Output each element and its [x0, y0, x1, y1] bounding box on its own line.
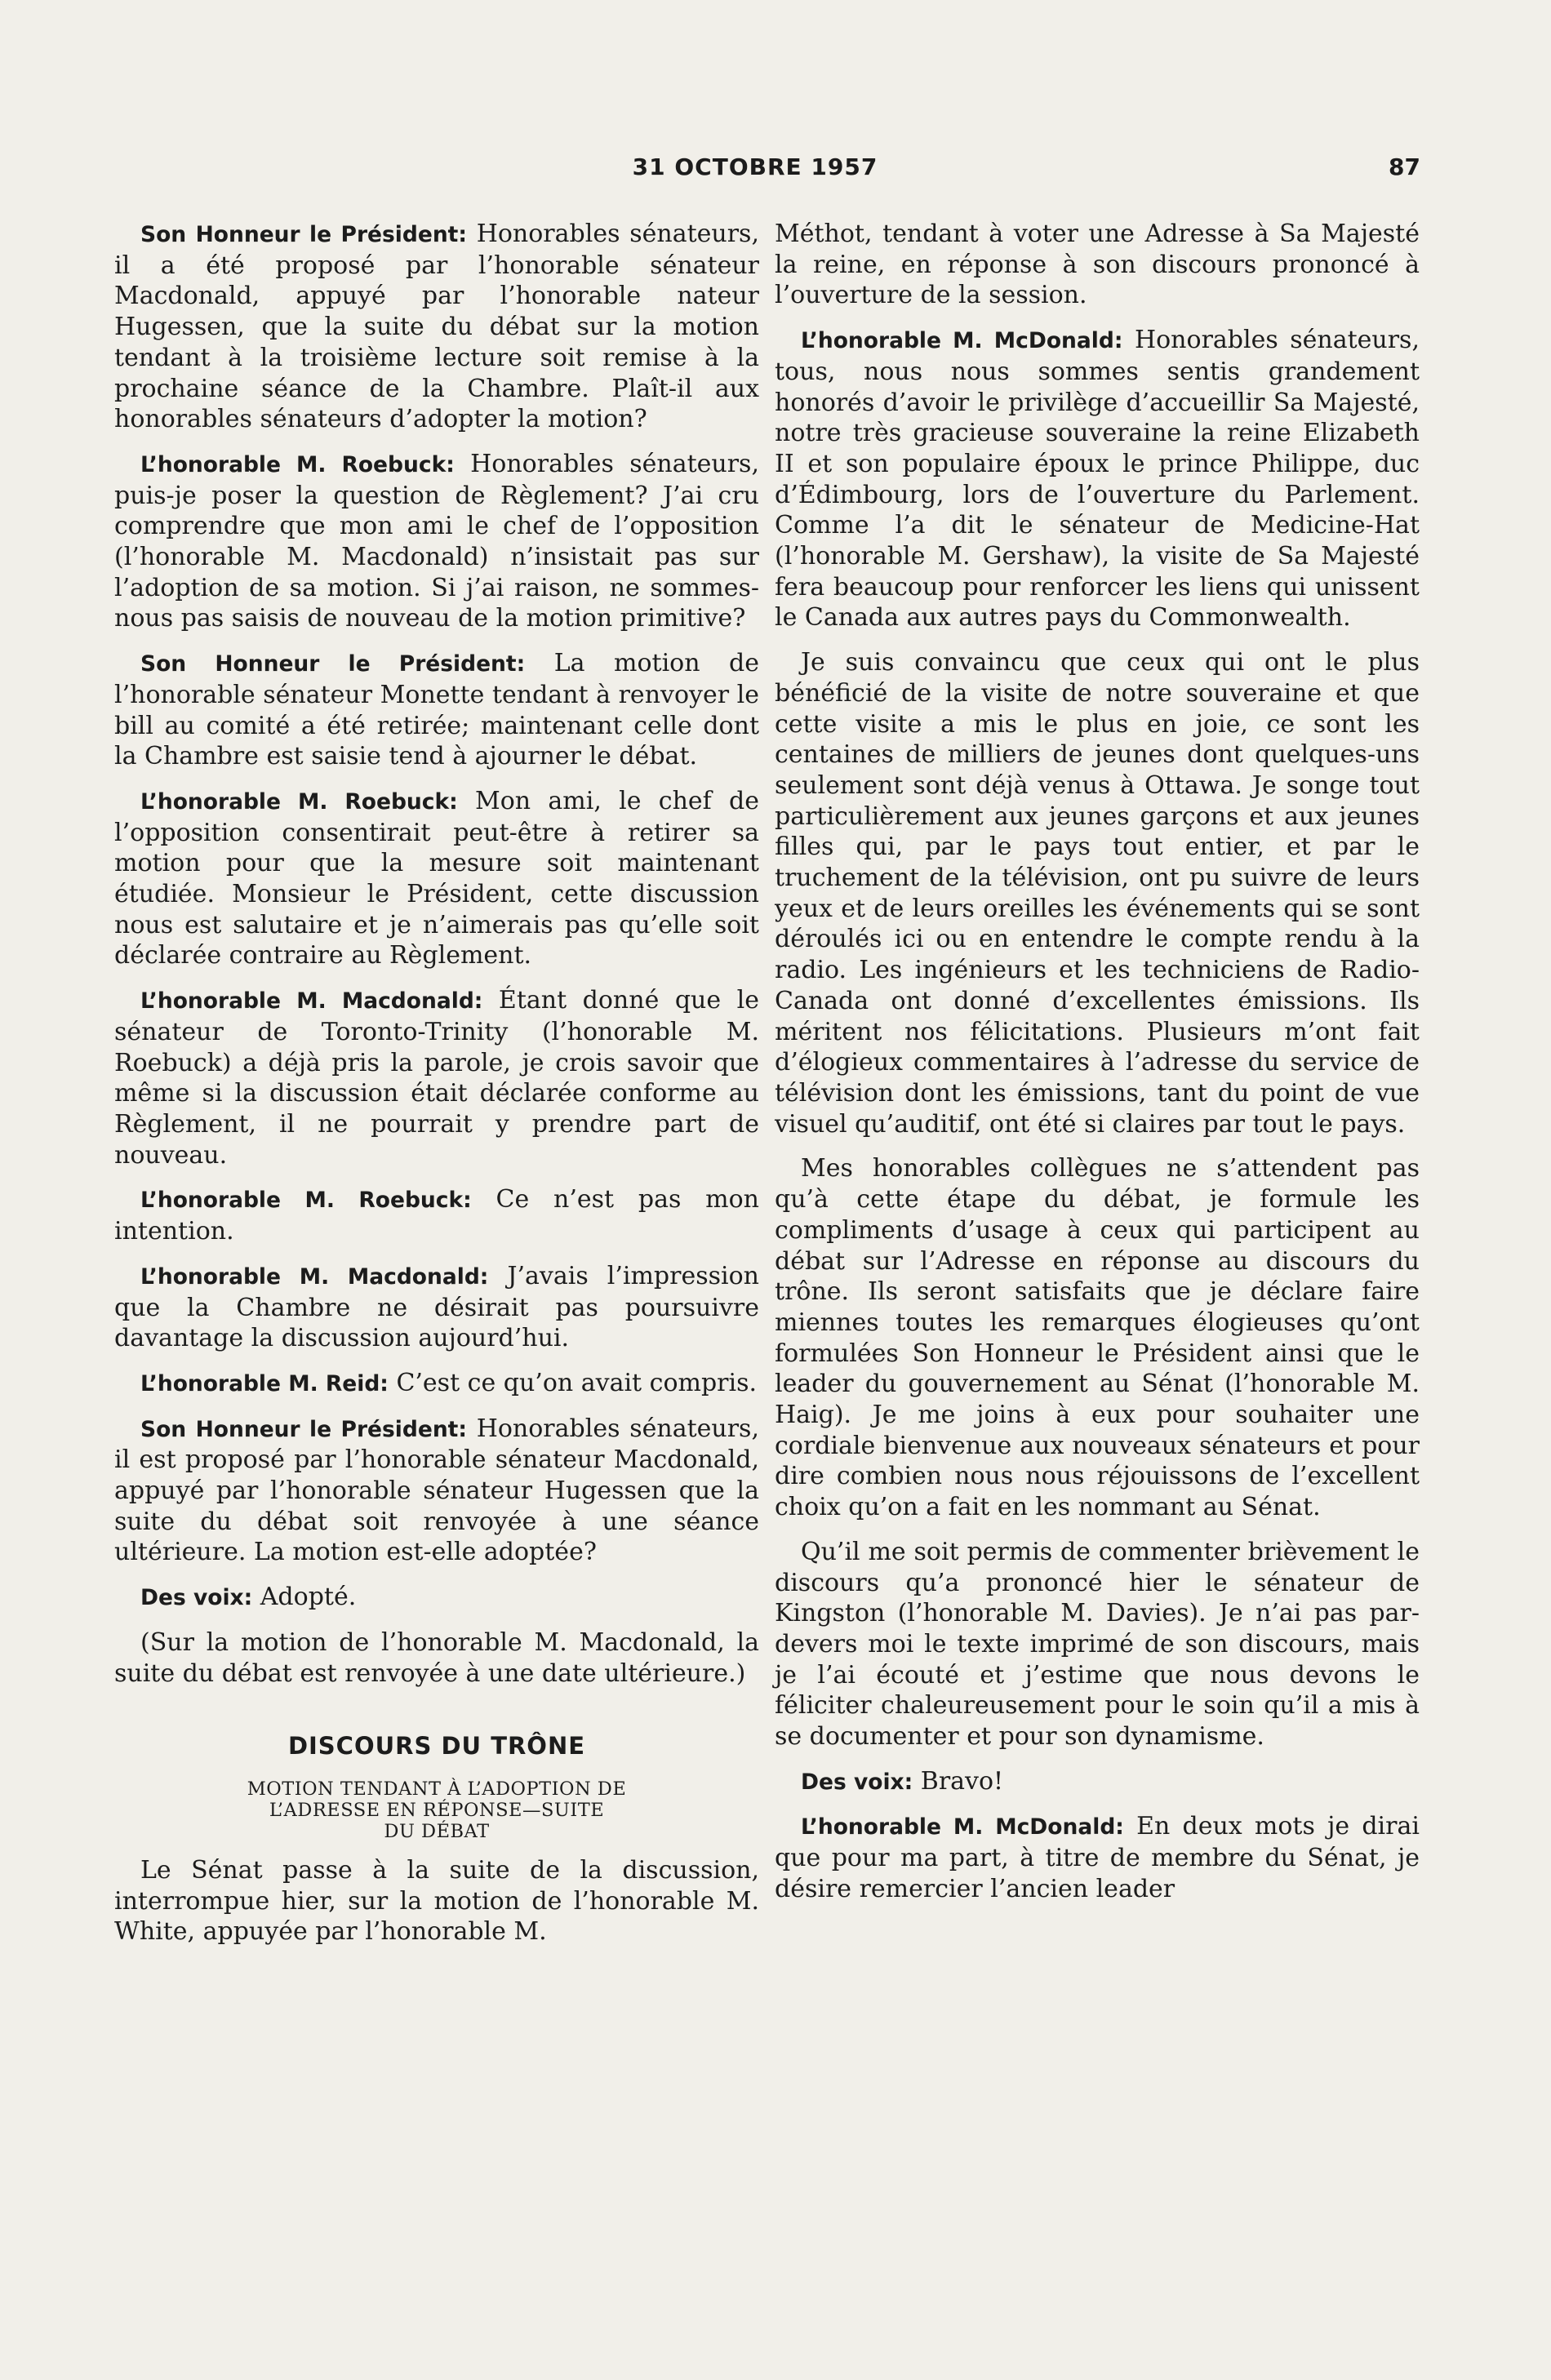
subheading-line: DU DÉBAT — [384, 1820, 490, 1842]
speaker-label: L’honorable M. Roebuck: — [140, 788, 458, 815]
paragraph-text: Honorables sénateurs, puis-je poser la question de Règlement? J’ai cru comprendre que mon ami le chef de l’opposition (l’honorable M. Macdonald) n’insistait pas sur l’adoption de sa motion. Si j’ai raison, ne sommes-nous pas saisis de nouveau de la motion primitive? — [114, 449, 759, 633]
paragraph-text: Honorables sénateurs, il est proposé par l’honorable sénateur Macdonald, appuyé par l’honorable sénateur Hugessen que la suite du débat soit renvoyée à une séance ultérieure. La motion est-elle adoptée? — [114, 1414, 759, 1567]
paragraph — [114, 1261, 759, 1354]
paragraph — [114, 1414, 759, 1569]
paragraph — [775, 219, 1420, 311]
speaker-label: Son Honneur le Président: — [140, 1416, 467, 1442]
speaker-label: L’honorable M. McDonald: — [801, 1814, 1124, 1841]
speaker-label: Son Honneur le Président: — [140, 222, 467, 247]
paragraph — [114, 1184, 759, 1246]
speaker-label: L’honorable M. Roebuck: — [140, 451, 455, 477]
paragraph-text: Qu’il me soit permis de commenter brièvement le discours qu’a prononcé hier le sénateur de Kingston (l’honorable M. Davies). Je n’ai pas par-devers moi le texte imprimé de son discours, mais je l’ai écouté et j’estime que nous devons le féliciter chaleureusement pour le soin qu’il a mis à se documenter et pour son dynamisme. — [775, 1537, 1420, 1752]
paragraph — [775, 1537, 1420, 1752]
paragraph-text: Ce n’est pas mon intention. — [114, 1185, 759, 1246]
paragraph-text: (Sur la motion de l’honorable M. Macdonald, la suite du débat est renvoyée à une date ultérieure.) — [114, 1627, 759, 1688]
paragraph — [114, 449, 759, 634]
paragraph-text: Honorables sénateurs, il a été proposé par l’honorable sénateur Macdonald, appuyé par l’honorable nateur Hugessen, que la suite du débat sur la motion tendant à la troisième lecture soit remise à la prochaine séance de la Chambre. Plaît-il aux honorables sénateurs d’adopter la motion? — [114, 220, 759, 434]
paragraph — [775, 1766, 1420, 1798]
paragraph — [114, 1582, 759, 1614]
page-number: 87 — [1389, 153, 1420, 180]
paragraph-text: Bravo! — [913, 1766, 1004, 1796]
speaker-label: Des voix: — [801, 1769, 913, 1795]
paragraph — [775, 1811, 1420, 1904]
paragraph-text: Étant donné que le sénateur de Toronto-Trinity (l’honorable M. Roebuck) a déjà pris la parole, je crois savoir que même si la discussion était déclarée conforme au Règlement, il ne pourrait y prendre part de nouveau. — [114, 986, 760, 1170]
paragraph-text: Le Sénat passe à la suite de la discussion, interrompue hier, sur la motion de l’honorable M. White, appuyée par l’honorable M. — [114, 1855, 759, 1947]
paragraph — [775, 647, 1420, 1139]
paragraph — [775, 1153, 1420, 1522]
paragraph-text: En deux mots je dirai que pour ma part, à titre de membre du Sénat, je désire remercier l’ancien leader — [775, 1812, 1420, 1903]
paragraph — [775, 325, 1420, 633]
speaker-label: Des voix: — [140, 1585, 253, 1611]
left-column — [114, 219, 759, 1961]
section-subheading — [114, 1778, 759, 1842]
paragraph-text: Méthot, tendant à voter une Adresse à Sa Majesté la reine, en réponse à son discours prononcé à l’ouverture de la session. — [775, 220, 1420, 310]
paragraph-text: J’avais l’impression que la Chambre ne désirait pas poursuivre davantage la discussion aujourd’hui. — [114, 1261, 759, 1353]
paragraph-text: Mon ami, le chef de l’opposition consentirait peut-être à retirer sa motion pour que la mesure soit maintenant étudiée. Monsieur le Président, cette discussion nous est salutaire et je n’aimerais pas qu’elle soit déclarée contraire au Règlement. — [114, 786, 759, 970]
paragraph — [114, 648, 759, 772]
paragraph — [114, 219, 759, 435]
paragraph — [114, 1855, 759, 1947]
paragraph-text: Honorables sénateurs, tous, nous nous sommes sentis grandement honorés d’avoir le privilège d’accueillir Sa Majesté, notre très gracieuse souveraine la reine Elizabeth II et son populaire époux le prince Philippe, duc d’Édimbourg, lors de l’ouverture du Parlement. Comme l’a dit le sénateur de Medicine-Hat (l’honorable M. Gershaw), la visite de Sa Majesté fera beaucoup pour renforcer les liens qui unissent le Canada aux autres pays du Commonwealth. — [775, 326, 1420, 633]
subheading-line: L’ADRESSE EN RÉPONSE—SUITE — [269, 1799, 605, 1821]
speaker-label: L’honorable M. Reid: — [140, 1370, 389, 1396]
header-date: 31 OCTOBRE 1957 — [632, 153, 878, 180]
subheading-line: MOTION TENDANT À L’ADOPTION DE — [247, 1778, 627, 1800]
paragraph-text: C’est ce qu’on avait compris. — [388, 1368, 758, 1397]
page-header — [90, 153, 1420, 189]
paragraph-text: Je suis convaincu que ceux qui ont le plus bénéficié de la visite de notre souveraine et que cette visite a mis le plus en joie, ce sont les centaines de milliers de jeunes dont quelques-uns seulement sont déjà venus à Ottawa. Je songe tout particulièrement aux jeunes garçons et aux jeunes filles qui, par le pays tout entier, et par le truchement de la télévision, ont pu suivre de leurs yeux et de leurs oreilles les événements qui se sont déroulés ici ou en entendre le compte rendu à la radio. Les ingénieurs et les techniciens de Radio-Canada ont donné d’excellentes émissions. Ils méritent nos félicitations. Plusieurs m’ont fait d’élogieux commentaires à l’adresse du service de télévision dont les émissions, tant du point de vue visuel qu’auditif, ont été si claires par tout le pays. — [775, 648, 1420, 1139]
speaker-label: L’honorable M. Macdonald: — [140, 988, 483, 1015]
paragraph-text: La motion de l’honorable sénateur Monette tendant à renvoyer le bill au comité a été retirée; maintenant celle dont la Chambre est saisie tend à ajourner le débat. — [114, 649, 760, 771]
paragraph — [114, 786, 759, 971]
section-heading: DISCOURS DU TRÔNE — [287, 1732, 586, 1761]
paragraph-text: Mes honorables collègues ne s’attendent pas qu’à cette étape du débat, je formule les compliments d’usage à ceux qui participent au débat sur l’Adresse en réponse au discours du trône. Ils seront satisfaits que je déclare faire miennes toutes les remarques élogieuses qu’ont formulées Son Honneur le Président ainsi que le leader du gouvernement au Sénat (l’honorable M. Haig). Je me joins à eux pour souhaiter une cordiale bienvenue aux nouveaux sénateurs et pour dire combien nous nous réjouissons de l’excellent choix qu’on a fait en les nommant au Sénat. — [775, 1154, 1420, 1522]
paragraph — [114, 985, 759, 1170]
right-column — [775, 219, 1420, 1919]
paragraph — [114, 1368, 759, 1400]
paragraph — [114, 1627, 759, 1689]
speaker-label: L’honorable M. Roebuck: — [140, 1188, 472, 1214]
speaker-label: Son Honneur le Président: — [140, 651, 526, 677]
paragraph-text: Adopté. — [252, 1583, 357, 1612]
speaker-label: L’honorable M. McDonald: — [801, 328, 1123, 354]
speaker-label: L’honorable M. Macdonald: — [140, 1263, 489, 1290]
